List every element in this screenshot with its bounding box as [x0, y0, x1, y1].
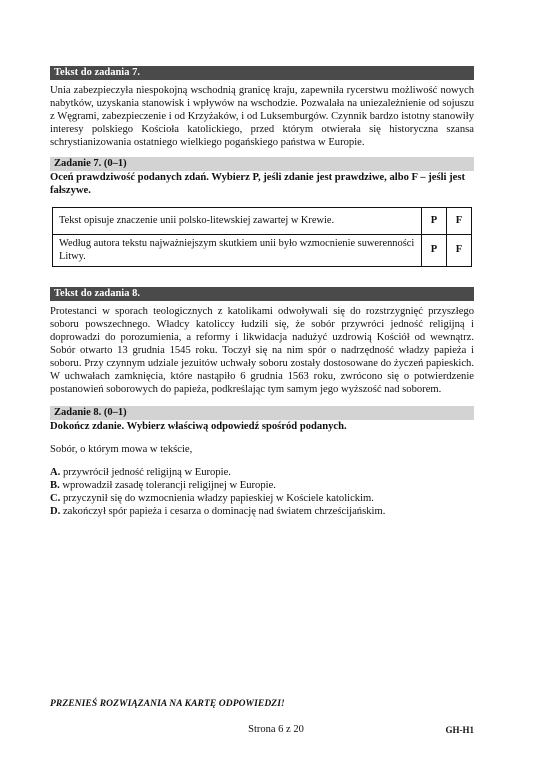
- option-letter: A.: [50, 467, 61, 478]
- task8-stem: Sobór, o którym mowa w tekście,: [50, 444, 193, 455]
- option-text: zakończył spór papieża i cesarza o dominację nad światem chrześcijańskim.: [62, 506, 386, 517]
- option-text: przywrócił jedność religijną w Europie.: [62, 467, 231, 478]
- statement-cell: Według autora tekstu najważniejszym skutkiem unii było wzmocnienie suwerenności Litwy.: [53, 235, 422, 267]
- exam-code: GH-H1: [445, 725, 474, 735]
- text7-body: Unia zabezpieczyła niespokojną wschodnią granicę kraju, zapewniła rycerstwu możliwość nowych nabytków, uzyskania stanowisk i wpływów na wschodzie. Pozwalała na uniezależnienie od sojuszu z Węgrami, zabezpieczenie i od Krzyżaków, i od Luksemburgów. Czynnik bardzo istotny stanowiły interesy polskiego Kościoła katolickiego, przed którym otwierała się historyczna szansa schrystianizowania ostatniego wielkiego pogańskiego państwa w Europie.: [50, 85, 474, 148]
- table-row: [53, 208, 472, 235]
- false-option[interactable]: F: [447, 235, 472, 267]
- option-letter: B.: [50, 480, 60, 491]
- answer-option-c[interactable]: [50, 492, 474, 505]
- task7-header: Zadanie 7. (0–1): [50, 157, 474, 171]
- option-letter: C.: [50, 493, 61, 504]
- text8-body: Protestanci w sporach teologicznych z katolikami odwoływali się do rozstrzygnięć przyszłego soboru powszechnego. Władcy katoliccy łudzili się, że sobór przywróci jedność religijną i doprowadzi do porozumienia, a reformy i likwidacja nadużyć uzdrowią Kościół od wewnątrz. Sobór otwarto 13 grudnia 1545 roku. Toczył się na nim spór o nadrzędność władzy papieża i soboru. Przy czynnym udziale jezuitów uchwały soboru zostały dostosowane do życzeń papieskich. W uchwałach zamknięcia, które nastąpiło 6 grudnia 1563 roku, zwrócono się o potwierdzenie postanowień soborowych do papieża, podkreślając tym samym jego wyższość nad soborem.: [50, 306, 474, 395]
- task7-instruction: Oceń prawdziwość podanych zdań. Wybierz P, jeśli zdanie jest prawdziwe, albo F – jeśli jest fałszywe.: [50, 172, 465, 196]
- statement-cell: Tekst opisuje znaczenie unii polsko-litewskiej zawartej w Krewie.: [53, 208, 422, 235]
- answer-option-b[interactable]: [50, 479, 474, 492]
- false-option[interactable]: F: [447, 208, 472, 235]
- option-text: przyczynił się do wzmocnienia władzy papieskiej w Kościele katolickim.: [62, 493, 374, 504]
- text8-heading: Tekst do zadania 8.: [50, 287, 474, 301]
- answer-option-a[interactable]: [50, 466, 474, 479]
- table-row: [53, 235, 472, 267]
- answer-option-d[interactable]: [50, 505, 474, 518]
- text7-heading: Tekst do zadania 7.: [50, 66, 474, 80]
- page-content: [50, 66, 474, 518]
- true-option[interactable]: P: [422, 208, 447, 235]
- transfer-answers-note: PRZENIEŚ ROZWIĄZANIA NA KARTĘ ODPOWIEDZI!: [50, 699, 285, 709]
- true-option[interactable]: P: [422, 235, 447, 267]
- task8-instruction: Dokończ zdanie. Wybierz właściwą odpowiedź spośród podanych.: [50, 421, 347, 432]
- page-number: Strona 6 z 20: [248, 724, 304, 735]
- task7-table: [52, 207, 472, 267]
- option-letter: D.: [50, 506, 61, 517]
- task8-header: Zadanie 8. (0–1): [50, 406, 474, 420]
- option-text: wprowadził zasadę tolerancji religijnej w Europie.: [62, 480, 276, 491]
